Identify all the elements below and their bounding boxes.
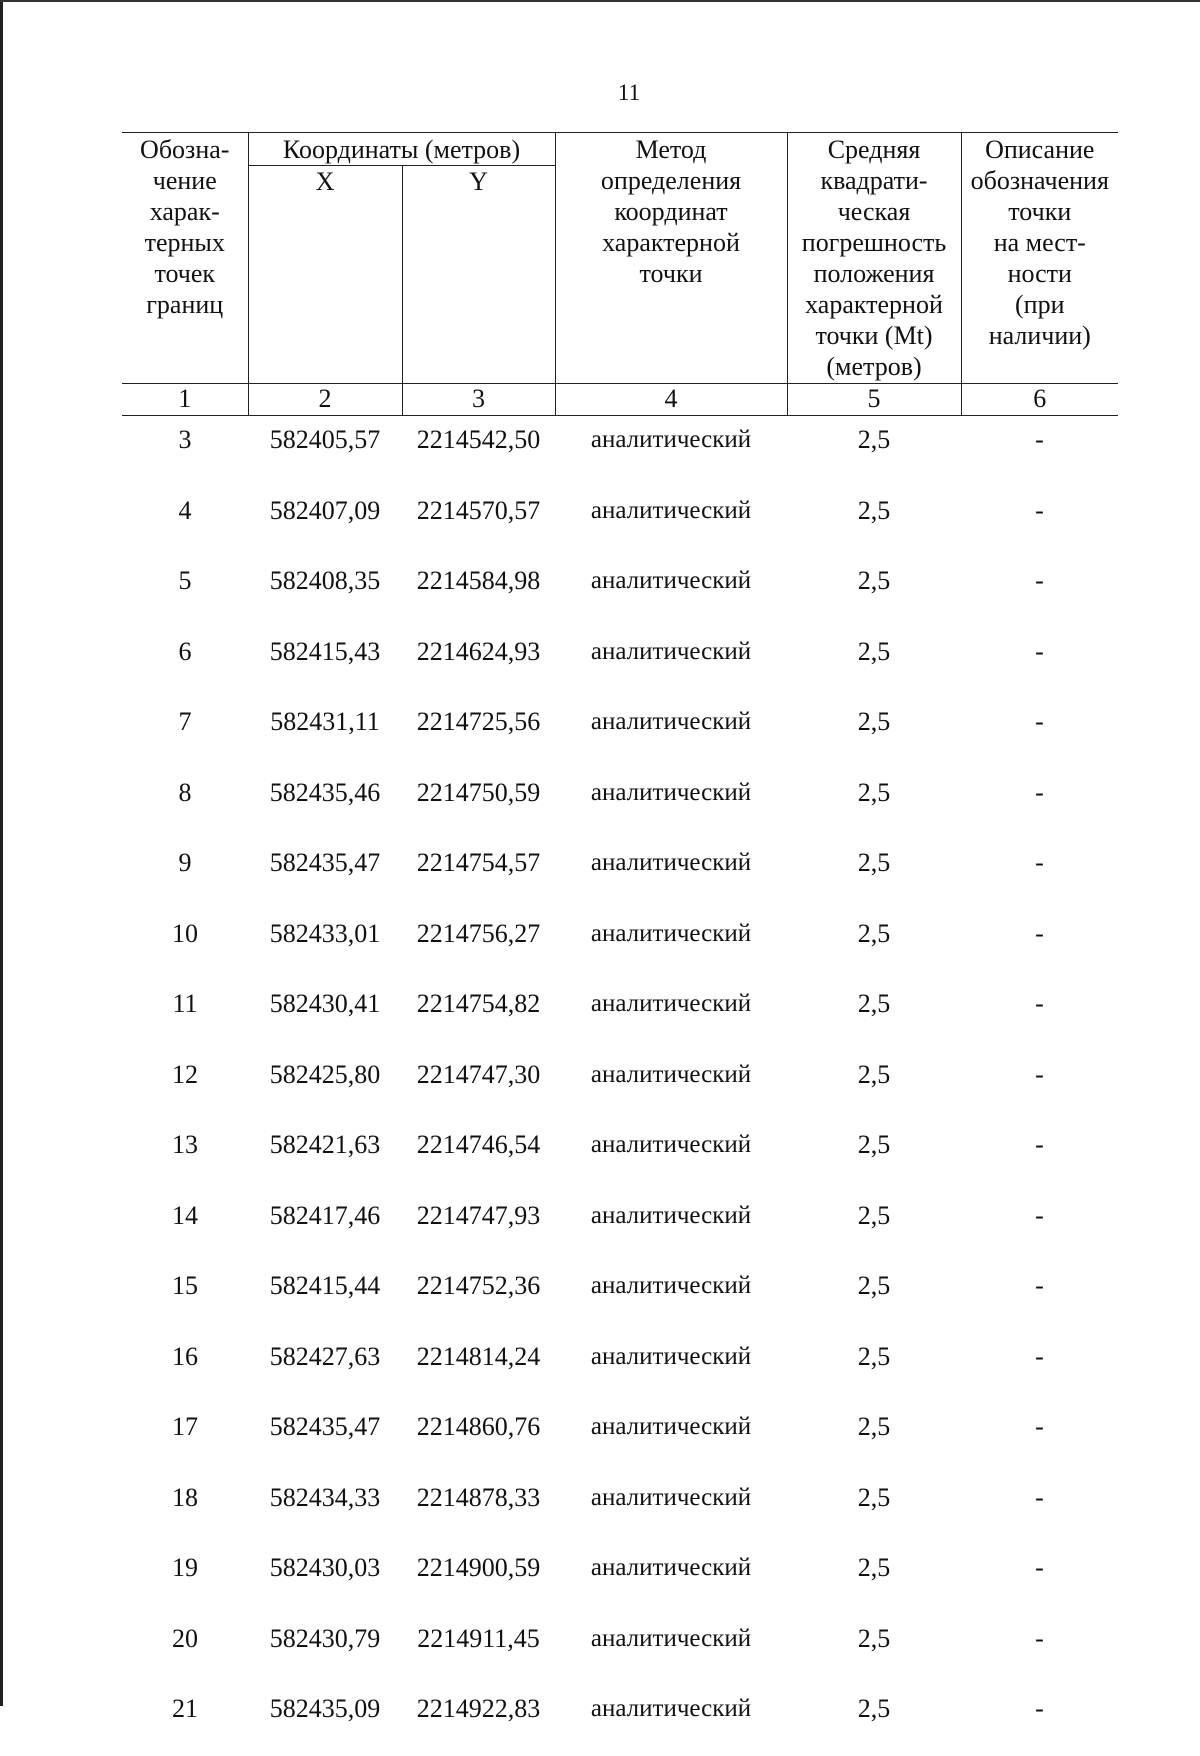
cell-x: 582421,63 xyxy=(269,1130,381,1159)
cell-y: 2214725,56 xyxy=(416,707,541,736)
table-row xyxy=(122,1262,1118,1333)
cell-y: 2214570,57 xyxy=(416,495,541,525)
cell-description: - xyxy=(1035,1130,1044,1159)
header-designation-text: Обозна- чение харак- терных точек границ xyxy=(140,135,230,319)
cell-description: - xyxy=(1035,636,1044,666)
cell-point: 12 xyxy=(172,1059,198,1089)
cell-method: аналитический xyxy=(590,637,752,665)
cell-y: 2214624,93 xyxy=(416,636,541,666)
cell-description: - xyxy=(1035,848,1044,877)
cell-y: 2214814,24 xyxy=(416,1341,541,1371)
cell-point: 13 xyxy=(172,1130,198,1159)
cell-method: аналитический xyxy=(590,1483,752,1511)
cell-method: аналитический xyxy=(590,990,752,1017)
table-row xyxy=(122,628,1118,699)
table-row xyxy=(122,698,1118,769)
cell-description: - xyxy=(1035,1623,1044,1653)
cell-point: 18 xyxy=(172,1482,198,1512)
cell-method: аналитический xyxy=(590,426,752,453)
table-row xyxy=(122,1051,1118,1122)
cell-description: - xyxy=(1035,777,1044,807)
cell-error: 2,5 xyxy=(857,1623,891,1653)
page-number: 11 xyxy=(617,80,641,105)
cell-error: 2,5 xyxy=(857,707,891,736)
cell-method: аналитический xyxy=(590,919,752,947)
cell-method: аналитический xyxy=(590,708,752,735)
cell-error: 2,5 xyxy=(857,918,891,948)
cell-point: 11 xyxy=(172,989,198,1018)
cell-method: аналитический xyxy=(590,778,752,806)
column-number-4: 4 xyxy=(555,384,787,416)
page-top-edge xyxy=(0,0,1200,2)
cell-error: 2,5 xyxy=(857,425,891,454)
column-number-1: 1 xyxy=(122,384,248,416)
column-number-3: 3 xyxy=(402,384,555,416)
cell-description: - xyxy=(1035,1694,1044,1723)
column-number-6: 6 xyxy=(961,384,1118,416)
table-row xyxy=(122,1121,1118,1192)
header-coordinates-text: Координаты (метров) xyxy=(282,135,521,164)
cell-error: 2,5 xyxy=(857,1341,891,1371)
cell-point: 4 xyxy=(178,495,192,525)
cell-y: 2214754,57 xyxy=(416,848,541,877)
cell-description: - xyxy=(1035,1200,1044,1230)
cell-x: 582435,09 xyxy=(269,1694,381,1723)
cell-x: 582435,47 xyxy=(269,848,381,877)
cell-x: 582417,46 xyxy=(269,1200,381,1230)
cell-method: аналитический xyxy=(590,1413,752,1440)
cell-point: 16 xyxy=(172,1341,198,1371)
cell-error: 2,5 xyxy=(857,1412,891,1441)
header-y: Y xyxy=(402,166,555,384)
cell-x: 582435,47 xyxy=(269,1412,381,1441)
cell-x: 582433,01 xyxy=(269,918,381,948)
cell-y: 2214752,36 xyxy=(416,1271,541,1300)
table-row xyxy=(122,980,1118,1051)
cell-point: 15 xyxy=(172,1271,198,1300)
cell-y: 2214754,82 xyxy=(416,989,541,1018)
cell-point: 8 xyxy=(178,777,192,807)
cell-y: 2214900,59 xyxy=(416,1553,541,1582)
table-row xyxy=(122,416,1118,487)
cell-y: 2214922,83 xyxy=(416,1694,541,1723)
cell-error: 2,5 xyxy=(857,566,891,595)
cell-description: - xyxy=(1035,1059,1044,1089)
cell-method: аналитический xyxy=(590,1342,752,1370)
cell-description: - xyxy=(1035,918,1044,948)
cell-y: 2214750,59 xyxy=(416,777,541,807)
cell-point: 14 xyxy=(172,1200,198,1230)
table-row xyxy=(122,1615,1118,1686)
cell-y: 2214542,50 xyxy=(416,425,541,454)
cell-x: 582430,03 xyxy=(269,1553,381,1582)
cell-method: аналитический xyxy=(590,1272,752,1299)
cell-y: 2214756,27 xyxy=(416,918,541,948)
cell-y: 2214747,30 xyxy=(416,1059,541,1089)
column-number-row xyxy=(122,384,1118,416)
cell-point: 20 xyxy=(172,1623,198,1653)
table-body xyxy=(122,416,1118,1756)
cell-error: 2,5 xyxy=(857,989,891,1018)
table-row xyxy=(122,910,1118,981)
cell-method: аналитический xyxy=(590,1624,752,1652)
cell-x: 582415,43 xyxy=(269,636,381,666)
cell-y: 2214878,33 xyxy=(416,1482,541,1512)
cell-method: аналитический xyxy=(590,849,752,876)
cell-x: 582435,46 xyxy=(269,777,381,807)
cell-point: 10 xyxy=(172,918,198,948)
cell-error: 2,5 xyxy=(857,1694,891,1723)
table-row xyxy=(122,1544,1118,1615)
cell-error: 2,5 xyxy=(857,1482,891,1512)
cell-method: аналитический xyxy=(590,1201,752,1229)
table-row xyxy=(122,1333,1118,1404)
cell-description: - xyxy=(1035,1341,1044,1371)
cell-error: 2,5 xyxy=(857,1271,891,1300)
cell-method: аналитический xyxy=(590,567,752,594)
cell-x: 582431,11 xyxy=(270,707,380,736)
table-row xyxy=(122,1192,1118,1263)
table-row xyxy=(122,769,1118,840)
coordinates-table xyxy=(122,132,1118,1756)
header-method-text: Метод определения координат характерной точки xyxy=(600,135,742,288)
cell-description: - xyxy=(1035,1271,1044,1300)
cell-error: 2,5 xyxy=(857,636,891,666)
table-row xyxy=(122,487,1118,558)
cell-point: 17 xyxy=(172,1412,198,1441)
cell-error: 2,5 xyxy=(857,1200,891,1230)
cell-error: 2,5 xyxy=(857,1553,891,1582)
cell-y: 2214860,76 xyxy=(416,1412,541,1441)
cell-description: - xyxy=(1035,1482,1044,1512)
cell-x: 582430,79 xyxy=(269,1623,381,1653)
header-method xyxy=(555,133,787,384)
header-coordinates xyxy=(248,133,555,166)
cell-point: 9 xyxy=(178,848,192,877)
table-row xyxy=(122,839,1118,910)
cell-error: 2,5 xyxy=(857,1130,891,1159)
cell-y: 2214747,93 xyxy=(416,1200,541,1230)
column-number-2: 2 xyxy=(248,384,402,416)
cell-point: 6 xyxy=(178,636,192,666)
table-row xyxy=(122,1474,1118,1545)
table-row xyxy=(122,557,1118,628)
cell-point: 5 xyxy=(178,566,192,595)
cell-error: 2,5 xyxy=(857,777,891,807)
cell-method: аналитический xyxy=(590,1695,752,1722)
page-left-edge xyxy=(0,0,3,1706)
cell-x: 582415,44 xyxy=(269,1271,381,1300)
cell-x: 582405,57 xyxy=(269,425,381,454)
cell-method: аналитический xyxy=(590,1131,752,1158)
cell-description: - xyxy=(1035,1553,1044,1582)
cell-error: 2,5 xyxy=(857,848,891,877)
cell-description: - xyxy=(1035,989,1044,1018)
header-error-text: Средняя квадрати- ческая погрешность положения характерной точки (Mt) (метров) xyxy=(801,135,947,381)
cell-point: 21 xyxy=(172,1694,198,1723)
cell-error: 2,5 xyxy=(857,495,891,525)
cell-x: 582425,80 xyxy=(269,1059,381,1089)
header-designation xyxy=(122,133,248,384)
cell-method: аналитический xyxy=(590,496,752,524)
cell-description: - xyxy=(1035,1412,1044,1441)
table-row xyxy=(122,1685,1118,1756)
column-number-5: 5 xyxy=(787,384,961,416)
cell-point: 3 xyxy=(178,425,192,454)
header-error xyxy=(787,133,961,384)
cell-y: 2214911,45 xyxy=(417,1623,540,1653)
cell-x: 582430,41 xyxy=(269,989,381,1018)
header-description xyxy=(961,133,1118,384)
cell-point: 19 xyxy=(172,1553,198,1582)
cell-x: 582407,09 xyxy=(269,495,381,525)
header-x: X xyxy=(248,166,402,384)
cell-description: - xyxy=(1035,707,1044,736)
cell-method: аналитический xyxy=(590,1554,752,1581)
cell-y: 2214746,54 xyxy=(416,1130,541,1159)
header-description-text: Описание обозначения точки на мест- ности (при наличии) xyxy=(970,135,1109,350)
cell-x: 582408,35 xyxy=(269,566,381,595)
cell-method: аналитический xyxy=(590,1060,752,1088)
cell-description: - xyxy=(1035,566,1044,595)
cell-x: 582434,33 xyxy=(269,1482,381,1512)
cell-error: 2,5 xyxy=(857,1059,891,1089)
cell-description: - xyxy=(1035,495,1044,525)
cell-point: 7 xyxy=(178,707,192,736)
cell-description: - xyxy=(1035,425,1044,454)
cell-x: 582427,63 xyxy=(269,1341,381,1371)
cell-y: 2214584,98 xyxy=(416,566,541,595)
table-row xyxy=(122,1403,1118,1474)
